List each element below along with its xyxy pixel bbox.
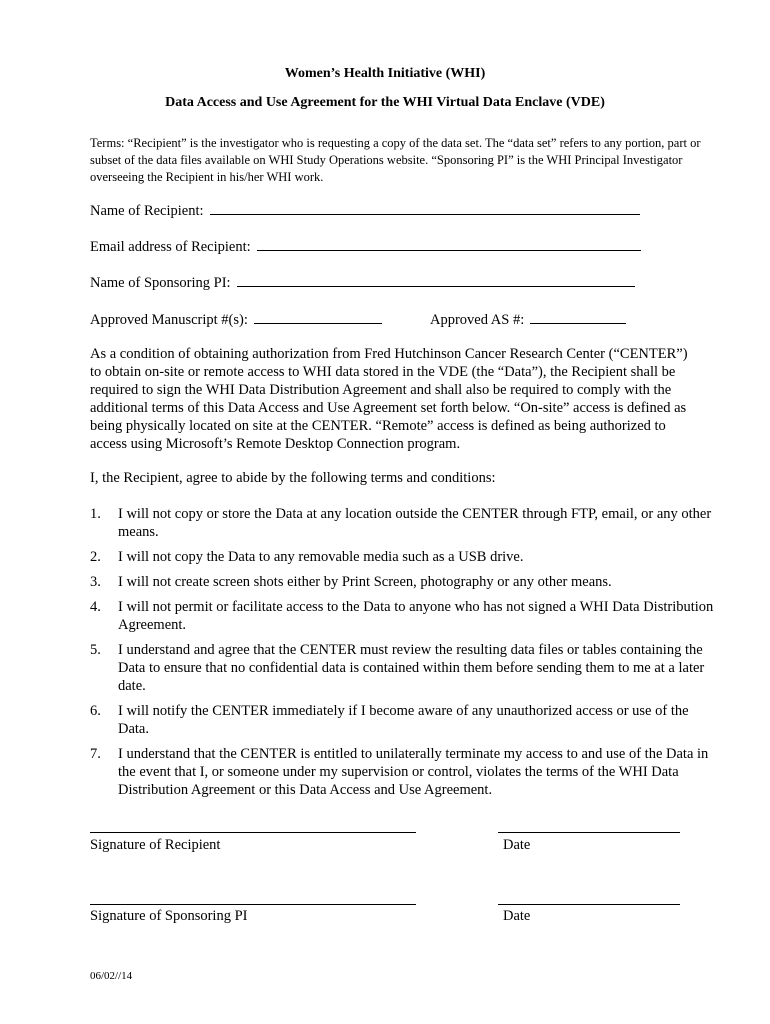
- list-item-text: I will notify the CENTER immediately if I become aware of any unauthorized access or use of the Data.: [118, 703, 689, 737]
- list-item-text: I will not copy or store the Data at any location outside the CENTER through FTP, email, or any other means.: [118, 506, 712, 540]
- list-item-number: 4.: [90, 599, 101, 615]
- list-item-text: I will not copy the Data to any removable media such as a USB drive.: [118, 549, 524, 565]
- agreement-intro: I, the Recipient, agree to abide by the following terms and conditions:: [90, 470, 496, 486]
- list-item-number: 5.: [90, 642, 101, 658]
- revision-date: 06/02//14: [90, 970, 133, 982]
- pi-signature-label: Signature of Sponsoring PI: [90, 908, 248, 924]
- pi-date-label: Date: [503, 908, 531, 924]
- list-item-text: I will not create screen shots either by Print Screen, photography or any other means.: [118, 574, 612, 590]
- recipient-email-row: [90, 236, 641, 256]
- recipient-name-label: Name of Recipient:: [90, 203, 204, 219]
- list-item: [90, 505, 715, 541]
- list-item: [90, 745, 715, 799]
- recipient-name-field[interactable]: [210, 200, 640, 215]
- list-item-number: 2.: [90, 549, 101, 565]
- terms-list: [90, 505, 715, 806]
- list-item: [90, 702, 715, 738]
- document-subtitle: Data Access and Use Agreement for the WHI Virtual Data Enclave (VDE): [165, 95, 605, 110]
- recipient-signature-label: Signature of Recipient: [90, 837, 221, 853]
- list-item-number: 3.: [90, 574, 101, 590]
- document-title: Women’s Health Initiative (WHI): [284, 66, 486, 81]
- recipient-name-row: [90, 200, 640, 220]
- sponsoring-pi-label: Name of Sponsoring PI:: [90, 275, 231, 291]
- list-item: [90, 548, 715, 566]
- sponsoring-pi-field[interactable]: [237, 272, 635, 287]
- list-item: [90, 598, 715, 634]
- approved-as-field[interactable]: [530, 309, 626, 324]
- condition-paragraph: As a condition of obtaining authorization from Fred Hutchinson Cancer Research Center (“CENTER”) to obtain on-site or remote access to WHI data stored in the VDE (the “Data”), the Recipient shall be required to sign the WHI Data Distribution Agreement and shall also be required to comply with the additional terms of this Data Access and Use Agreement set forth below. “On-site” access is defined as being physically located on site at the CENTER. “Remote” access is defined as being authorized to access using Microsoft’s Remote Desktop Connection program.: [90, 346, 688, 452]
- approved-manuscript-label: Approved Manuscript #(s):: [90, 312, 248, 328]
- sponsoring-pi-row: [90, 272, 635, 292]
- approved-as-label: Approved AS #:: [430, 312, 525, 328]
- list-item: [90, 573, 715, 591]
- list-item-number: 7.: [90, 746, 101, 762]
- pi-signature-line[interactable]: [90, 904, 416, 905]
- recipient-date-label: Date: [503, 837, 531, 853]
- approved-manuscript-row: [90, 309, 382, 329]
- recipient-signature-line[interactable]: [90, 832, 416, 833]
- terms-definition: Terms: “Recipient” is the investigator who is requesting a copy of the data set. The “data set” refers to any portion, part or subset of the data files available on WHI Study Operations website. “Sponsoring PI” is the WHI Principal Investigator overseeing the Recipient in his/her WHI work.: [90, 136, 701, 184]
- approved-manuscript-field[interactable]: [254, 309, 382, 324]
- list-item: [90, 641, 715, 695]
- recipient-email-label: Email address of Recipient:: [90, 239, 251, 255]
- list-item-number: 1.: [90, 506, 101, 522]
- recipient-date-line[interactable]: [498, 832, 680, 833]
- approved-as-row: [430, 309, 626, 329]
- list-item-text: I understand that the CENTER is entitled to unilaterally terminate my access to and use of the Data in the event that I, or someone under my supervision or control, violates the terms of the WHI Data Distribution Agreement or this Data Access and Use Agreement.: [118, 746, 709, 798]
- recipient-email-field[interactable]: [257, 236, 641, 251]
- list-item-number: 6.: [90, 703, 101, 719]
- pi-date-line[interactable]: [498, 904, 680, 905]
- list-item-text: I will not permit or facilitate access to the Data to anyone who has not signed a WHI Data Distribution Agreement.: [118, 599, 714, 633]
- list-item-text: I understand and agree that the CENTER must review the resulting data files or tables containing the Data to ensure that no confidential data is contained within them before sending them to me at a later date.: [118, 642, 705, 694]
